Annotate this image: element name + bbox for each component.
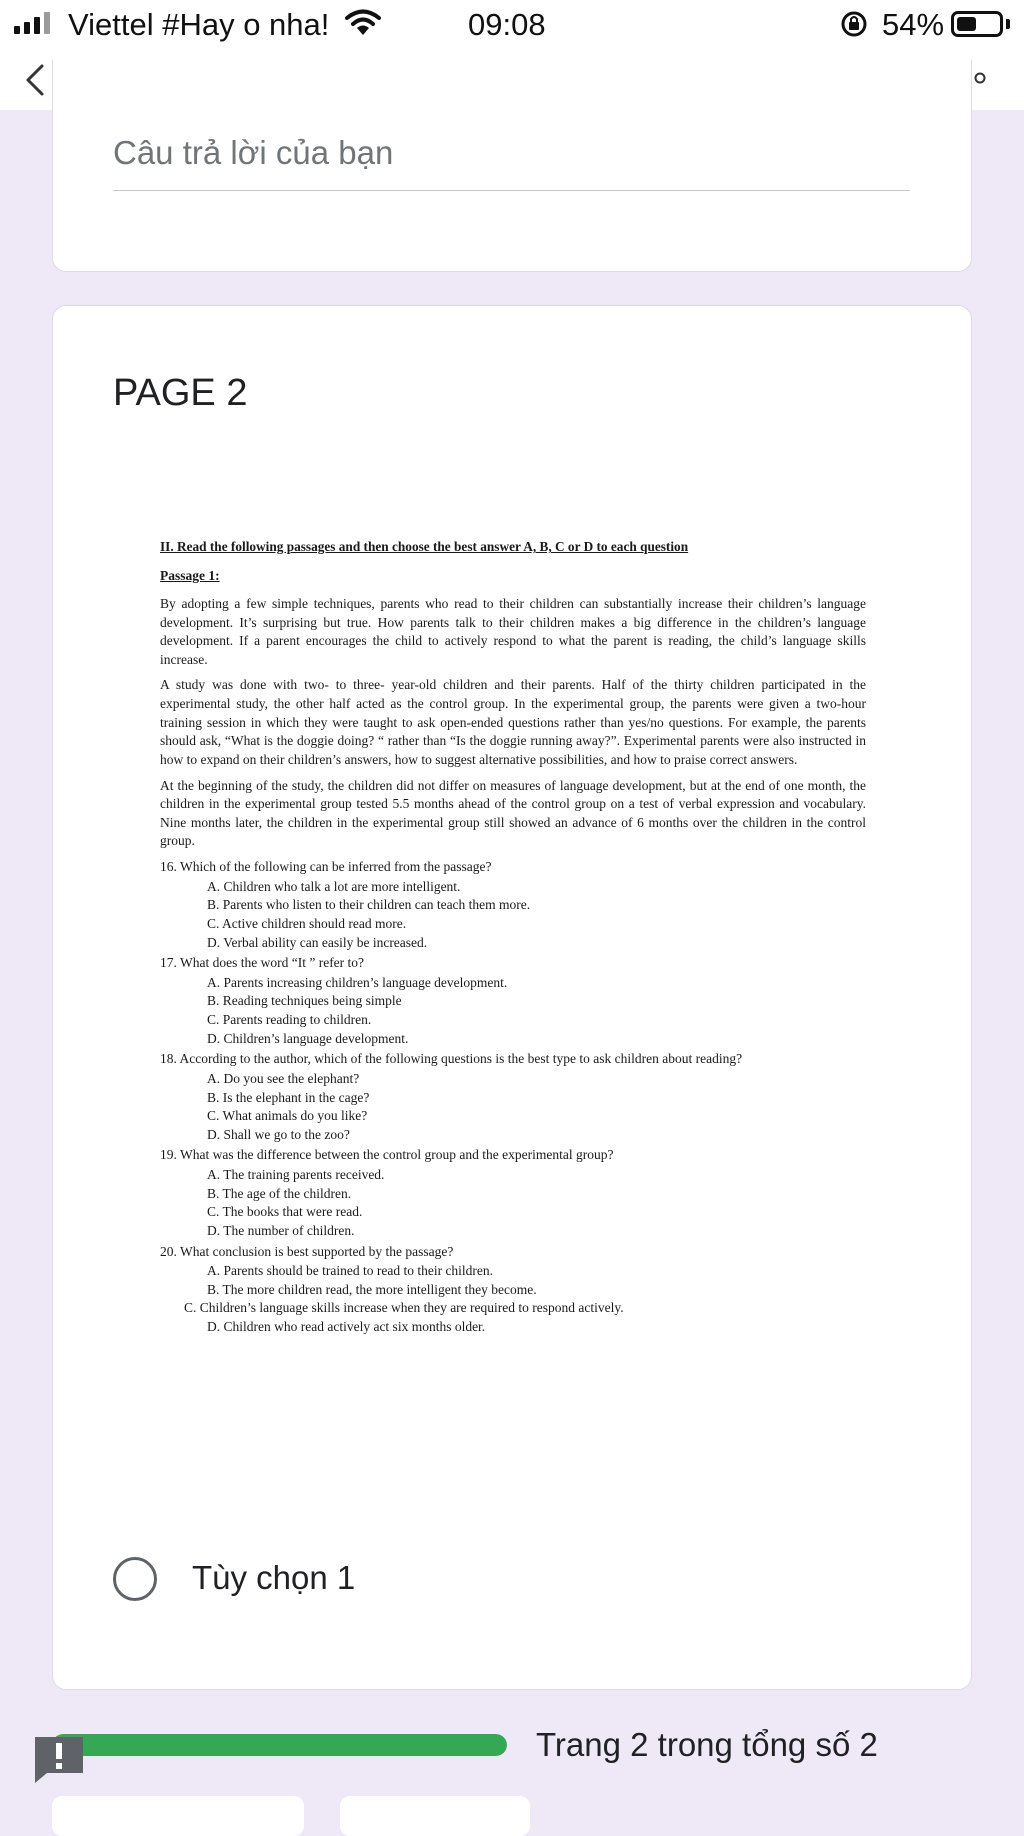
- battery-percent: 54%: [882, 7, 945, 42]
- question-option: B. Parents who listen to their children can teach them more.: [207, 897, 531, 913]
- progress-bar: [52, 1734, 507, 1756]
- passage-paragraph: By adopting a few simple techniques, parents who read to their children can substantially increase their children’s language development. It’s surprising but true. How parents talk to their children makes a big difference in the children’s language development. If a parent encourages the child to actively respond to what the parent is reading, the child’s language skills increase.: [160, 595, 866, 667]
- battery-icon: [951, 11, 1003, 37]
- question-option: C. Children’s language skills increase when they are required to respond actively.: [184, 1300, 624, 1316]
- question-20: 20. What conclusion is best supported by the passage?: [160, 1243, 454, 1259]
- status-bar: [0, 0, 1024, 50]
- question-option: D. Verbal ability can easily be increased.: [207, 934, 428, 950]
- answer-input[interactable]: Câu trả lời của bạn: [113, 134, 910, 191]
- clear-form-button[interactable]: [340, 1796, 530, 1836]
- question-option: D. Children’s language development.: [207, 1030, 409, 1046]
- question-option: D. Shall we go to the zoo?: [207, 1126, 350, 1142]
- signal-icon: [14, 12, 50, 34]
- question-option: B. Reading techniques being simple: [207, 993, 402, 1009]
- option-label[interactable]: Tùy chọn 1: [192, 1559, 356, 1596]
- question-option: C. Parents reading to children.: [207, 1012, 372, 1028]
- question-option: B. Is the elephant in the cage?: [207, 1089, 370, 1105]
- question-16: 16. Which of the following can be inferred from the passage?: [160, 859, 492, 875]
- question-option: D. Children who read actively act six months older.: [207, 1319, 486, 1335]
- question-document-image: [160, 530, 866, 1337]
- rotation-lock-icon: [840, 10, 868, 38]
- passage-label: Passage 1:: [160, 568, 220, 584]
- question-18: 18. According to the author, which of the following questions is the best type to ask children about reading?: [160, 1051, 743, 1067]
- question-option: A. Parents increasing children’s language development.: [207, 974, 508, 990]
- question-17: 17. What does the word “It ” refer to?: [160, 955, 365, 971]
- question-option: A. Children who talk a lot are more intelligent.: [207, 878, 461, 894]
- question-option: C. The books that were read.: [207, 1204, 363, 1220]
- question-option: B. The age of the children.: [207, 1185, 352, 1201]
- question-option: A. The training parents received.: [207, 1167, 385, 1183]
- feedback-icon[interactable]: [33, 1735, 85, 1785]
- section-title: PAGE 2: [113, 372, 248, 414]
- back-button[interactable]: [52, 1796, 304, 1836]
- carrier-name: Viettel #Hay o nha!: [68, 7, 330, 42]
- question-option: C. Active children should read more.: [207, 915, 407, 931]
- question-option: C. What animals do you like?: [207, 1108, 368, 1124]
- battery-tip: [1006, 19, 1010, 29]
- question-option: B. The more children read, the more intelligent they become.: [207, 1281, 537, 1297]
- question-19: 19. What was the difference between the control group and the experimental group?: [160, 1147, 614, 1163]
- option-radio[interactable]: [113, 1557, 157, 1601]
- clock: 09:08: [468, 7, 546, 42]
- wifi-icon: [345, 9, 381, 37]
- question-option: A. Do you see the elephant?: [207, 1070, 360, 1086]
- question-option: D. The number of children.: [207, 1222, 355, 1238]
- passage-paragraph: A study was done with two- to three- year-old children and their parents. Half of the thirty children participated in the experimental study, the other half acted as the control group. In the experimental group, the parents were given a two-hour training session in which they were taught to ask open-ended questions rather than yes/no questions. For example, the parents should ask, “What is the doggie doing? “ rather than “Is the doggie running away?”. Experimental parents were also instructed in how to expand on their children’s answers, how to suggest alternative possibilities, and how to praise correct answers.: [160, 677, 866, 767]
- progress-fill: [52, 1734, 507, 1756]
- question-option: A. Parents should be trained to read to their children.: [207, 1263, 494, 1279]
- passage-paragraph: At the beginning of the study, the children did not differ on measures of language development, but at the end of one month, the children in the experimental group tested 5.5 months ahead of the control group on a test of verbal expression and vocabulary. Nine months later, the children in the experimental group still showed an advance of 6 months over the children in the control group.: [160, 777, 866, 849]
- page-indicator: Trang 2 trong tổng số 2: [536, 1726, 878, 1763]
- document-heading: II. Read the following passages and then choose the best answer A, B, C or D to each question: [160, 539, 689, 554]
